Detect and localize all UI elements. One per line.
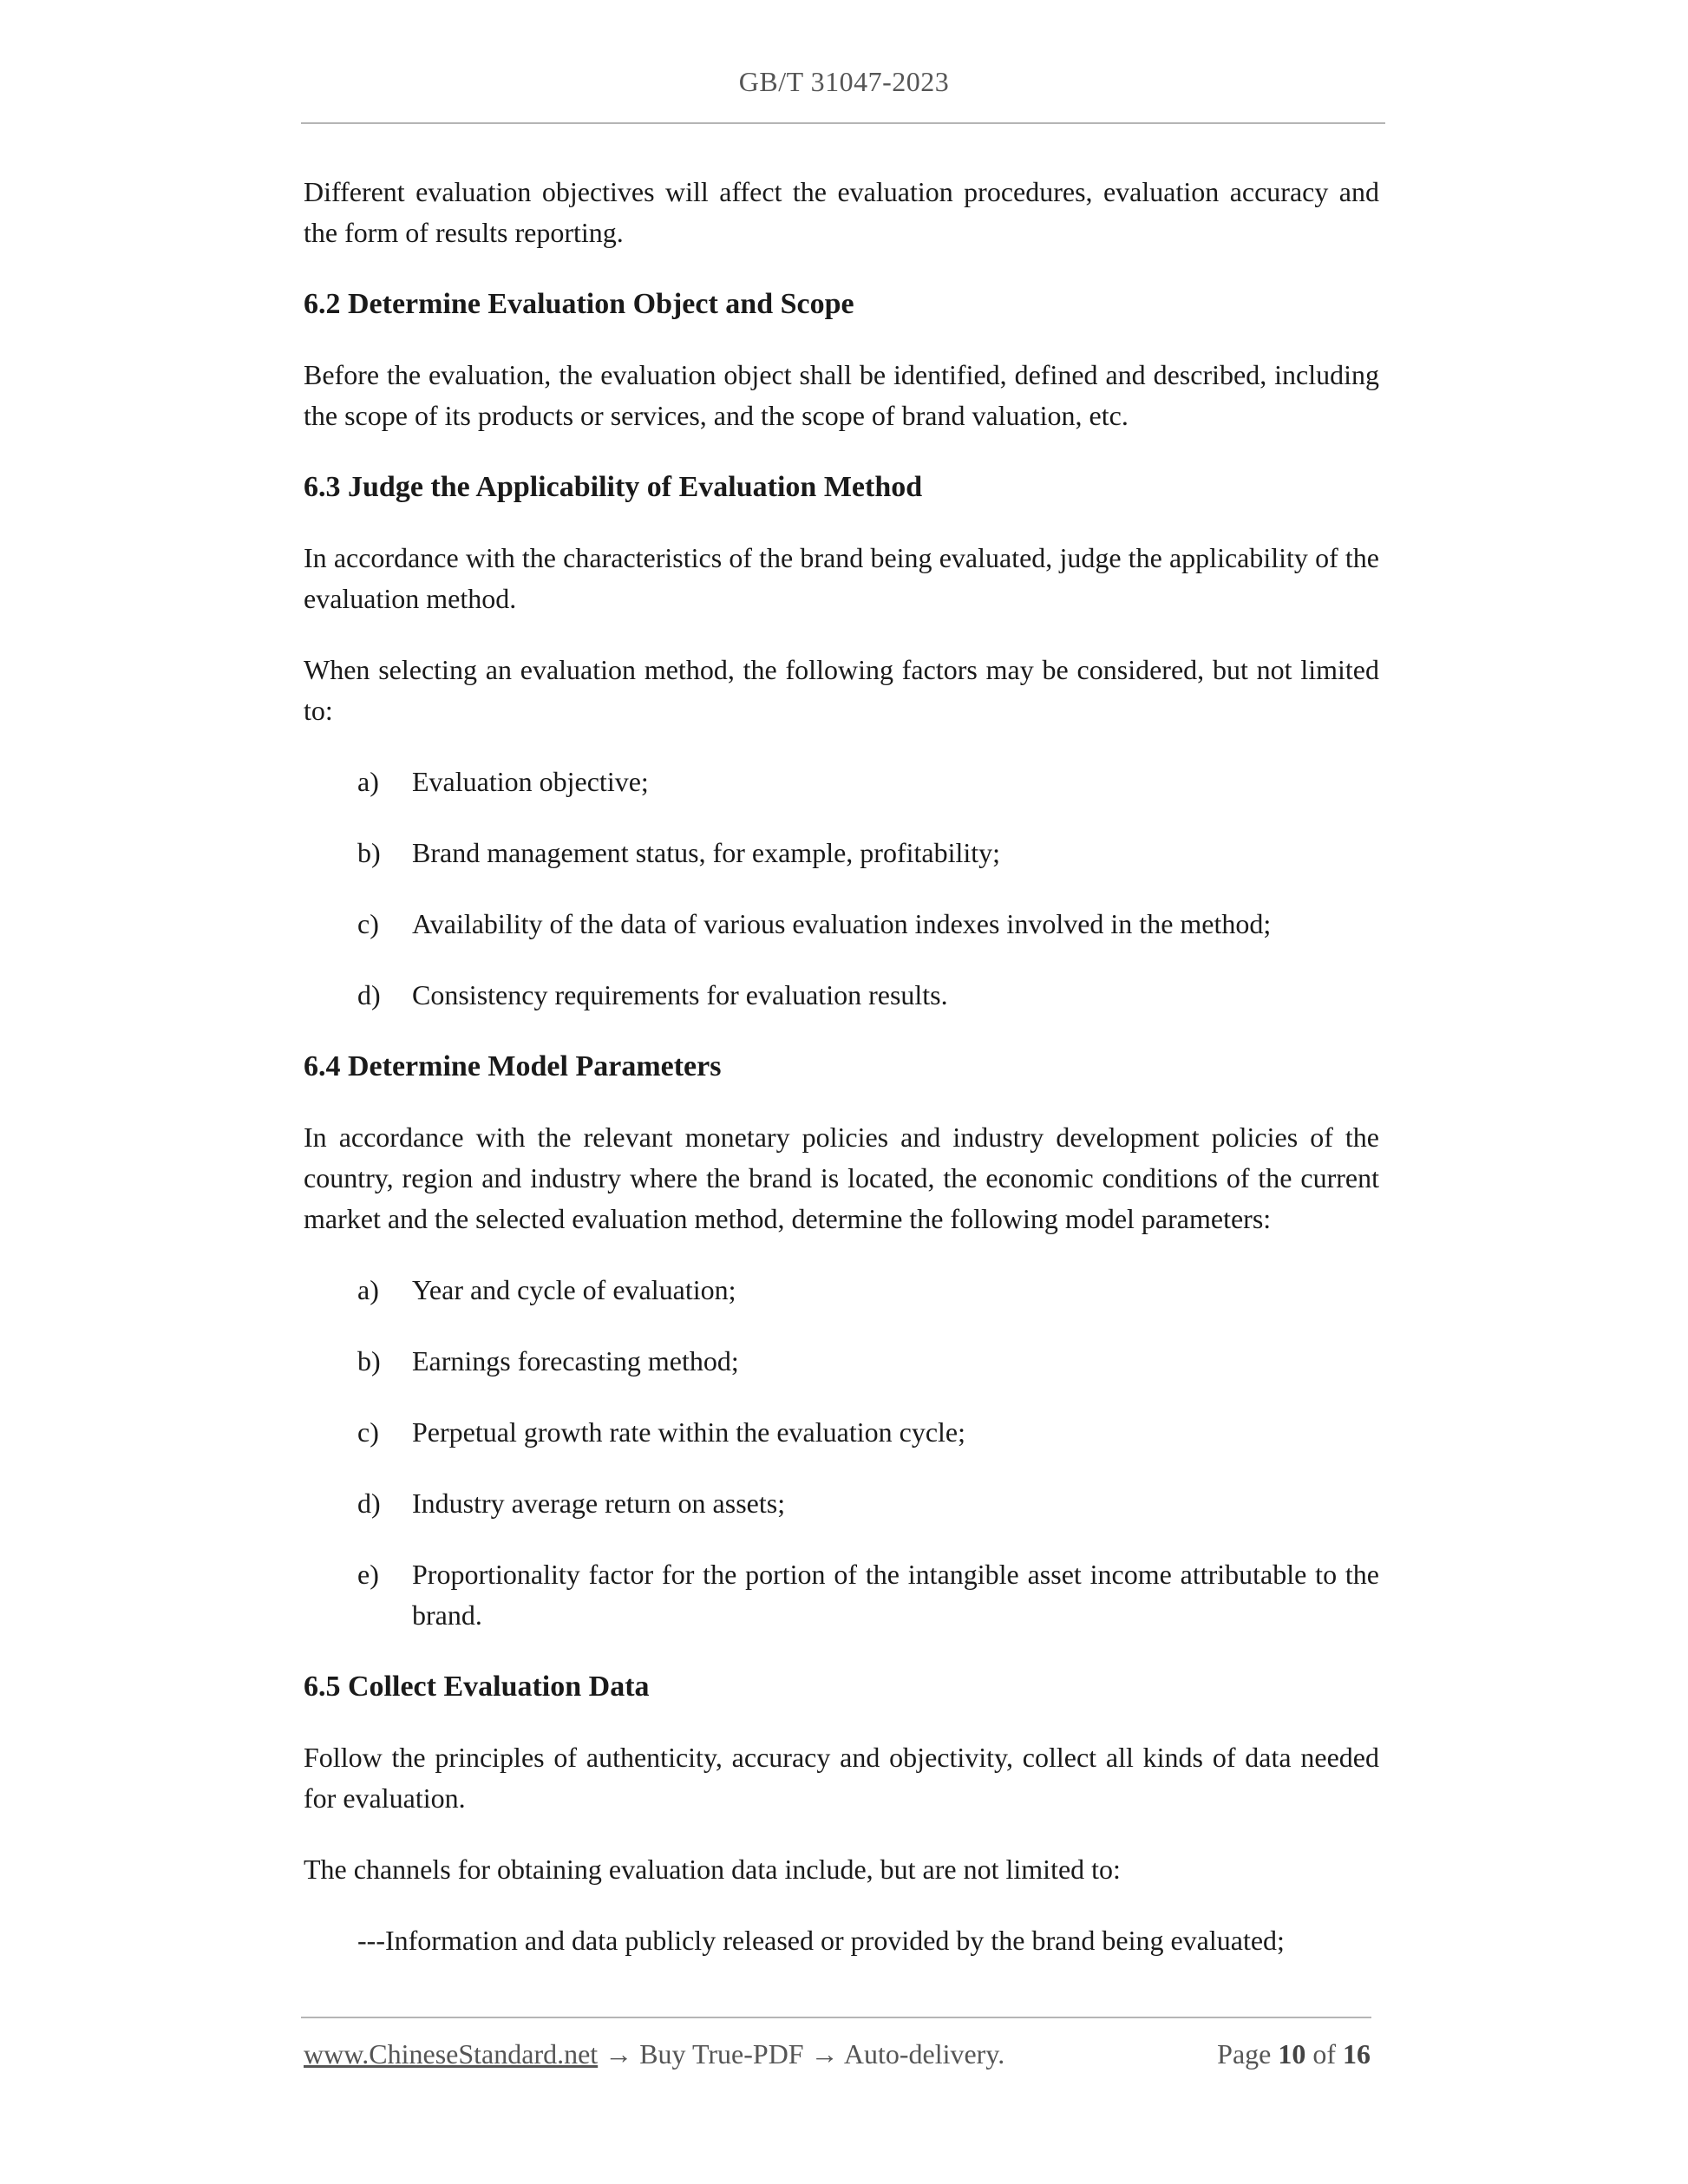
page-current: 10 [1278, 2038, 1306, 2070]
arrow-right-icon: → [810, 2038, 839, 2070]
list-marker: b) [357, 1345, 381, 1376]
list-item-text: Brand management status, for example, profitability; [412, 837, 1001, 868]
list-item [304, 1554, 1379, 1636]
list-marker: e) [357, 1559, 379, 1590]
buy-true-pdf-text: Buy True-PDF [639, 2038, 804, 2070]
page-total: 16 [1343, 2038, 1371, 2070]
section-6-2-paragraph: Before the evaluation, the evaluation object shall be identified, defined and described, including the scope of its products or services, and the scope of brand valuation, etc. [304, 359, 1379, 431]
section-6-5-paragraph-2: The channels for obtaining evaluation data include, but are not limited to: [304, 1854, 1121, 1885]
list-item-text: Earnings forecasting method; [412, 1345, 739, 1376]
list-marker: a) [357, 1274, 379, 1305]
list-marker: a) [357, 766, 379, 797]
section-6-3-paragraph-1: In accordance with the characteristics of the brand being evaluated, judge the applicability of the evaluation method. [304, 542, 1379, 614]
dash-list-item: ---Information and data publicly released or provided by the brand being evaluated; [357, 1925, 1285, 1956]
page-of-label: of [1312, 2038, 1336, 2070]
list-item-text: Year and cycle of evaluation; [412, 1274, 736, 1305]
list-item [304, 1341, 1379, 1382]
page-footer [304, 2038, 1371, 2070]
website-link[interactable]: www.ChineseStandard.net [304, 2038, 599, 2070]
section-heading-6-4: 6.4 Determine Model Parameters [304, 1050, 722, 1082]
page-content [304, 172, 1379, 1991]
list-item [304, 1483, 1379, 1524]
list-item-text: Availability of the data of various evaluation indexes involved in the method; [412, 908, 1272, 939]
list-item [304, 762, 1379, 802]
section-6-5-paragraph-1: Follow the principles of authenticity, accuracy and objectivity, collect all kinds of data needed for evaluation. [304, 1742, 1379, 1814]
list-item [304, 1412, 1379, 1453]
list-item-text: Perpetual growth rate within the evaluation cycle; [412, 1416, 965, 1448]
page-header-title: GB/T 31047-2023 [738, 66, 950, 97]
list-item-text: Evaluation objective; [412, 766, 649, 797]
list-marker: c) [357, 1416, 379, 1448]
header-divider [301, 122, 1385, 124]
list-item-text: Consistency requirements for evaluation results. [412, 979, 948, 1010]
section-heading-6-3: 6.3 Judge the Applicability of Evaluation Method [304, 471, 923, 503]
list-marker: d) [357, 1488, 381, 1519]
list-item-text: Industry average return on assets; [412, 1488, 786, 1519]
list-marker: d) [357, 979, 381, 1010]
list-item [304, 1270, 1379, 1311]
arrow-right-icon: → [605, 2038, 633, 2070]
footer-divider [301, 2017, 1371, 2018]
list-marker: c) [357, 908, 379, 939]
page-label: Page [1217, 2038, 1272, 2070]
list-marker: b) [357, 837, 381, 868]
section-6-4-paragraph: In accordance with the relevant monetary policies and industry development policies of the country, region and industry where the brand is located, the economic conditions of the current market and the selected evaluation method, determine the following model parameters: [304, 1121, 1379, 1234]
page-number [1217, 2038, 1371, 2070]
section-heading-6-5: 6.5 Collect Evaluation Data [304, 1671, 650, 1703]
list-item-text: Proportionality factor for the portion of the intangible asset income attributable to the brand. [412, 1559, 1379, 1631]
intro-paragraph: Different evaluation objectives will affect the evaluation procedures, evaluation accuracy and the form of results reporting. [304, 176, 1379, 248]
section-6-3-paragraph-2: When selecting an evaluation method, the following factors may be considered, but not limited to: [304, 654, 1379, 726]
section-heading-6-2: 6.2 Determine Evaluation Object and Scope [304, 288, 854, 320]
auto-delivery-text: Auto-delivery. [843, 2038, 1005, 2070]
list-item [304, 975, 1379, 1016]
list-item [304, 833, 1379, 873]
list-item [304, 904, 1379, 945]
